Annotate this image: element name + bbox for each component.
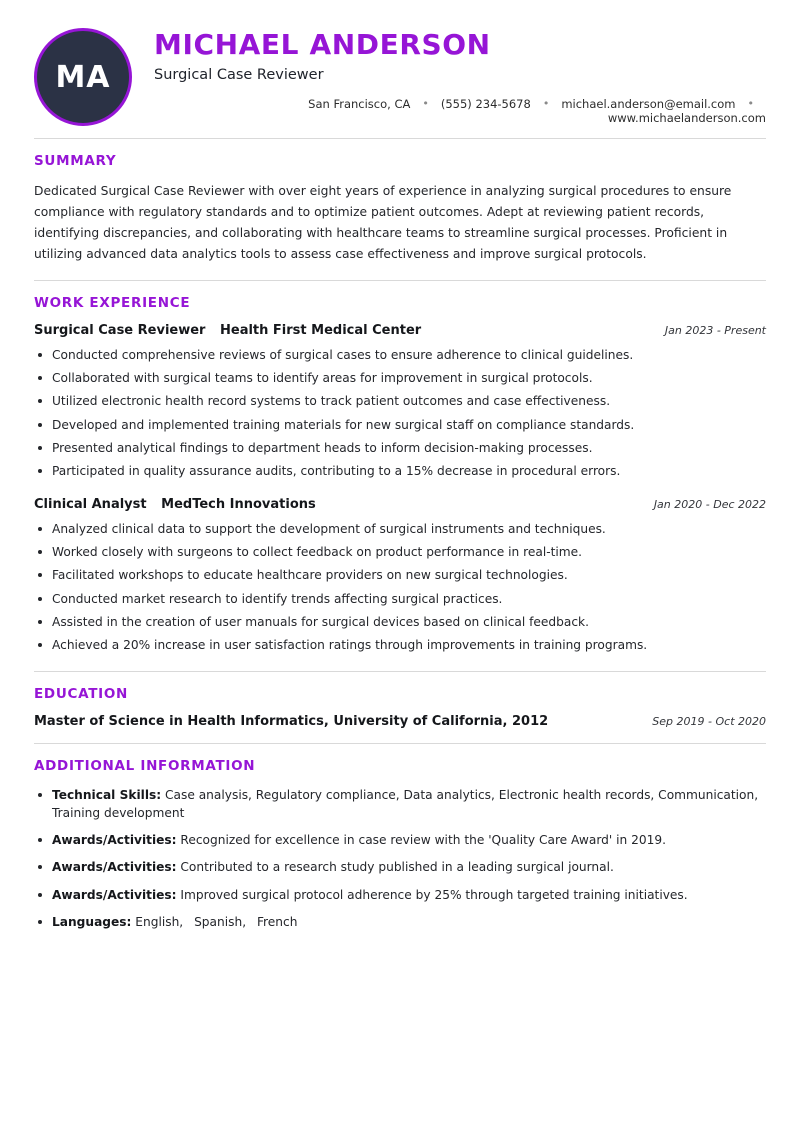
language-value: Spanish, bbox=[194, 914, 247, 929]
experience-company: MedTech Innovations bbox=[161, 496, 316, 512]
language-value: English, bbox=[135, 914, 184, 929]
header-job-title: Surgical Case Reviewer bbox=[154, 66, 324, 83]
section-title-work-experience: WORK EXPERIENCE bbox=[34, 294, 191, 311]
info-value: Recognized for excellence in case review with the 'Quality Care Award' in 2019. bbox=[180, 833, 666, 848]
contact-phone[interactable]: (555) 234-5678 bbox=[440, 96, 531, 111]
languages-label: Languages: bbox=[52, 914, 132, 929]
page-title: MICHAEL ANDERSON bbox=[154, 28, 491, 61]
experience-bullet-list bbox=[34, 521, 766, 655]
experience-entry-title bbox=[34, 323, 421, 338]
info-label: Awards/Activities: bbox=[52, 833, 177, 848]
experience-entry-title bbox=[34, 497, 316, 512]
contact-website[interactable]: www.michaelanderson.com bbox=[607, 110, 766, 125]
education-degree: Master of Science in Health Informatics, University of California, 2012 bbox=[34, 713, 549, 729]
list-item: Participated in quality assurance audits, contributing to a 15% decrease in procedural errors. bbox=[34, 463, 766, 480]
avatar-initials: MA bbox=[55, 59, 111, 95]
contact-email[interactable]: michael.anderson@email.com bbox=[561, 96, 736, 111]
list-item: Collaborated with surgical teams to identify areas for improvement in surgical protocols. bbox=[34, 370, 766, 387]
info-value: Improved surgical protocol adherence by 25% through targeted training initiatives. bbox=[180, 887, 688, 902]
info-value: Case analysis, Regulatory compliance, Data analytics, Electronic health records, Communication, Training development bbox=[52, 787, 759, 820]
list-item bbox=[34, 786, 766, 823]
experience-dates: Jan 2023 - Present bbox=[664, 323, 766, 337]
summary-text: Dedicated Surgical Case Reviewer with over eight years of experience in analyzing surgical procedures to ensure compliance with regulatory standards and to optimize patient outcomes. Adept at reviewing patient records, identifying discrepancies, and collaborating with healthcare teams to streamline surgical processes. Proficient in utilizing advanced data analytics tools to assess case effectiveness and improve surgical protocols. bbox=[34, 184, 732, 262]
info-label: Awards/Activities: bbox=[52, 887, 177, 902]
experience-entry bbox=[34, 323, 766, 481]
list-item bbox=[34, 858, 766, 876]
list-item: Utilized electronic health record systems to track patient outcomes and case effectiveness. bbox=[34, 393, 766, 410]
list-item: Analyzed clinical data to support the development of surgical instruments and techniques. bbox=[34, 521, 766, 538]
contact-location: San Francisco, CA bbox=[308, 96, 411, 111]
list-item: Conducted market research to identify trends affecting surgical practices. bbox=[34, 591, 766, 608]
contact-row bbox=[154, 97, 766, 125]
section-summary bbox=[34, 139, 766, 266]
experience-entry bbox=[34, 497, 766, 655]
section-education bbox=[34, 672, 766, 729]
section-title-education: EDUCATION bbox=[34, 685, 129, 702]
header-text-block bbox=[132, 26, 766, 125]
section-title-summary: SUMMARY bbox=[34, 153, 117, 169]
list-item: Assisted in the creation of user manuals for surgical devices based on clinical feedback. bbox=[34, 614, 766, 631]
list-item: Developed and implemented training materials for new surgical staff on compliance standards. bbox=[34, 417, 766, 434]
list-item: Worked closely with surgeons to collect feedback on product performance in real-time. bbox=[34, 544, 766, 561]
experience-role: Clinical Analyst bbox=[34, 496, 147, 512]
experience-entry-header bbox=[34, 323, 766, 338]
experience-dates: Jan 2020 - Dec 2022 bbox=[653, 497, 766, 511]
additional-info-list bbox=[34, 786, 766, 932]
list-item: Facilitated workshops to educate healthcare providers on new surgical technologies. bbox=[34, 567, 766, 584]
language-value: French bbox=[256, 914, 298, 929]
experience-bullet-list bbox=[34, 347, 766, 481]
section-title-additional-information: ADDITIONAL INFORMATION bbox=[34, 757, 256, 774]
contact-separator-icon: • bbox=[747, 97, 754, 111]
info-label: Awards/Activities: bbox=[52, 860, 177, 875]
list-item-languages bbox=[34, 913, 766, 931]
experience-company: Health First Medical Center bbox=[220, 322, 422, 338]
list-item bbox=[34, 886, 766, 904]
info-value: Contributed to a research study published in a leading surgical journal. bbox=[180, 860, 614, 875]
resume-header bbox=[34, 26, 766, 139]
section-additional-information bbox=[34, 744, 766, 932]
list-item: Conducted comprehensive reviews of surgical cases to ensure adherence to clinical guidelines. bbox=[34, 347, 766, 364]
section-work-experience bbox=[34, 281, 766, 655]
education-entry bbox=[34, 714, 766, 729]
contact-separator-icon: • bbox=[542, 97, 550, 111]
avatar bbox=[34, 28, 132, 126]
education-dates: Sep 2019 - Oct 2020 bbox=[652, 714, 766, 728]
list-item: Presented analytical findings to department heads to inform decision-making processes. bbox=[34, 440, 766, 457]
experience-entry-header bbox=[34, 497, 766, 512]
info-label: Technical Skills: bbox=[52, 787, 162, 802]
contact-separator-icon: • bbox=[422, 97, 429, 111]
list-item bbox=[34, 831, 766, 849]
experience-role: Surgical Case Reviewer bbox=[34, 322, 206, 338]
list-item: Achieved a 20% increase in user satisfaction ratings through improvements in training programs. bbox=[34, 637, 766, 654]
